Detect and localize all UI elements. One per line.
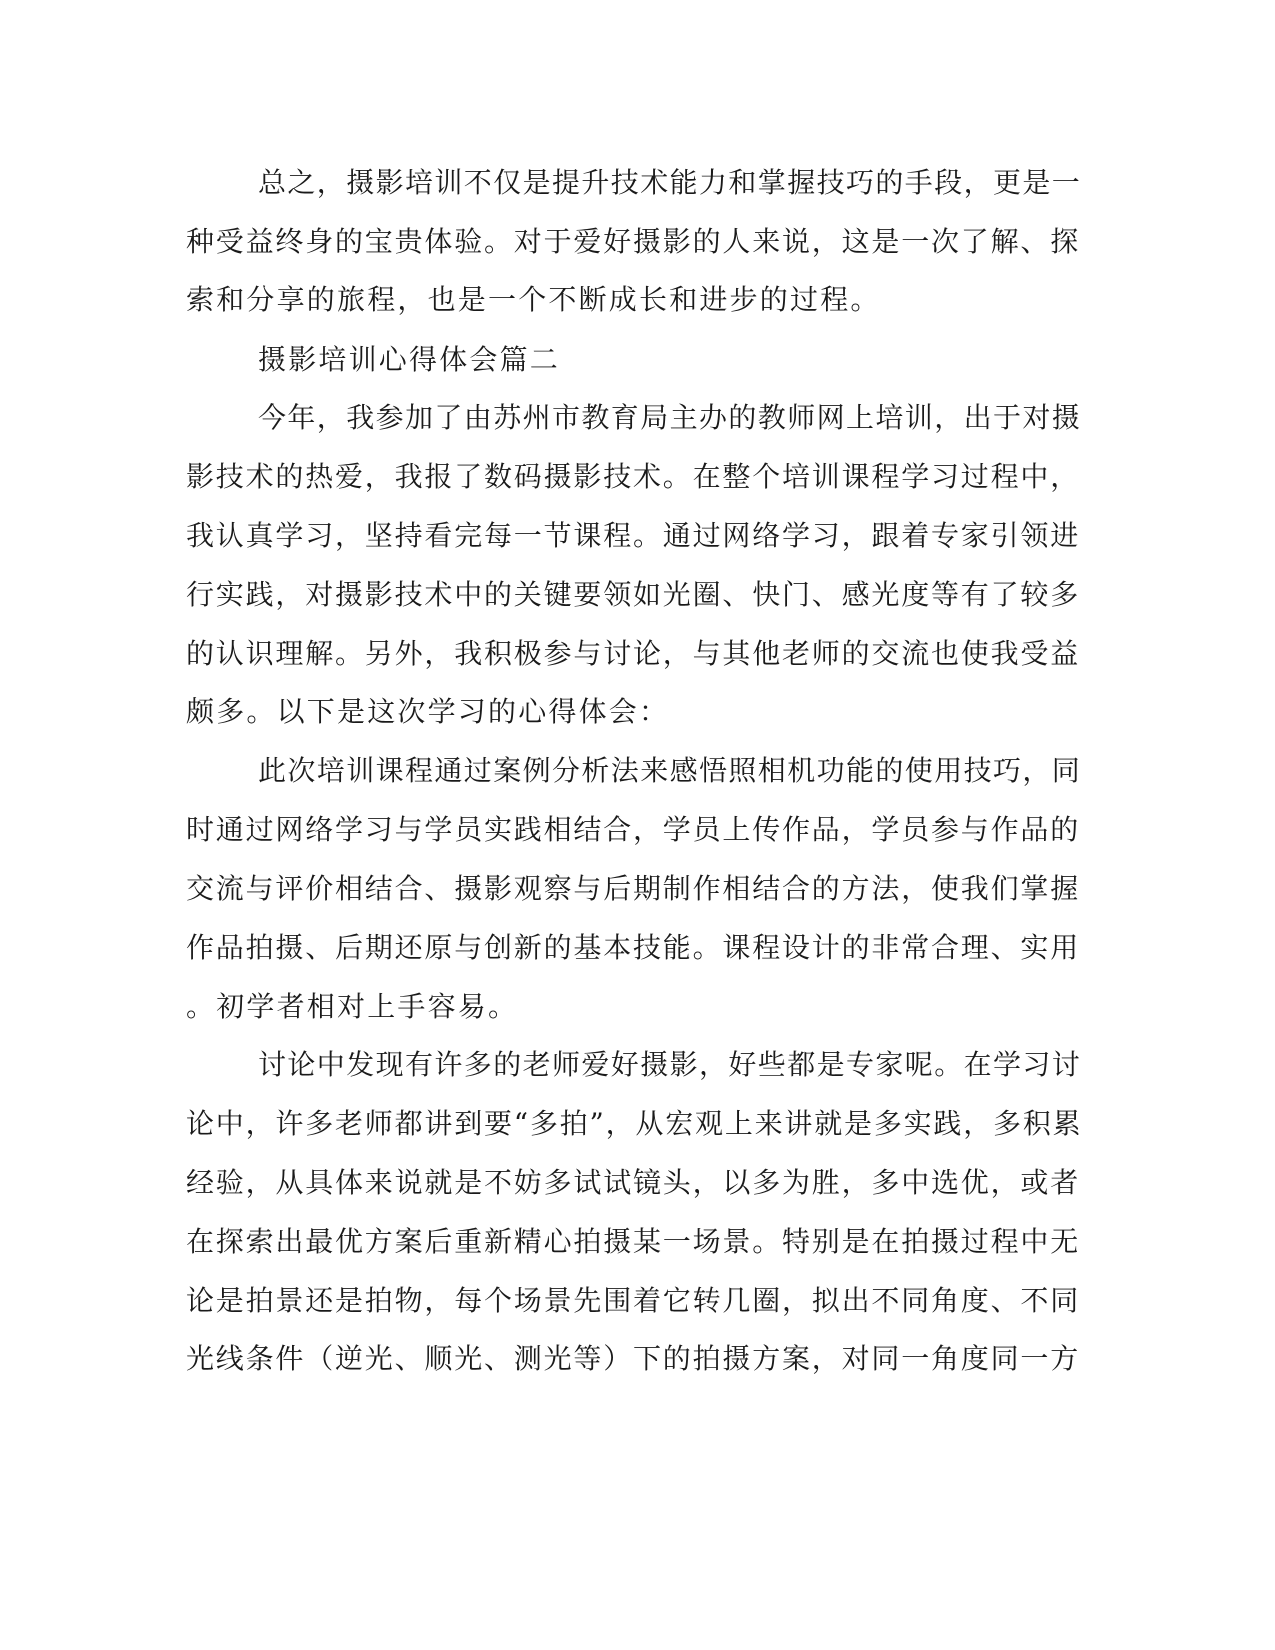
text-line: 时通过网络学习与学员实践相结合，学员上传作品，学员参与作品的 <box>186 813 1081 846</box>
text-line: 论中，许多老师都讲到要“多拍”，从宏观上来讲就是多实践，多积累 <box>186 1107 1083 1140</box>
text-line: 作品拍摄、后期还原与创新的基本技能。课程设计的非常合理、实用 <box>186 931 1081 964</box>
text-line: 总之，摄影培训不仅是提升技术能力和掌握技巧的手段，更是一 <box>258 166 1082 199</box>
text-line: 今年，我参加了由苏州市教育局主办的教师网上培训，出于对摄 <box>258 401 1082 434</box>
text-line: 交流与评价相结合、摄影观察与后期制作相结合的方法，使我们掌握 <box>186 872 1081 905</box>
text-line: 索和分享的旅程，也是一个不断成长和进步的过程。 <box>186 283 881 316</box>
section-heading: 摄影培训心得体会篇二 <box>258 343 561 376</box>
text-line: 此次培训课程通过案例分析法来感悟照相机功能的使用技巧，同 <box>258 754 1082 787</box>
text-line: 光线条件（逆光、顺光、测光等）下的拍摄方案，对同一角度同一方 <box>186 1342 1081 1375</box>
text-line: 的认识理解。另外，我积极参与讨论，与其他老师的交流也使我受益 <box>186 637 1081 670</box>
text-line: 行实践，对摄影技术中的关键要领如光圈、快门、感光度等有了较多 <box>186 578 1081 611</box>
text-line: 影技术的热爱，我报了数码摄影技术。在整个培训课程学习过程中， <box>186 460 1081 493</box>
text-line: 论是拍景还是拍物，每个场景先围着它转几圈，拟出不同角度、不同 <box>186 1284 1081 1317</box>
text-line: 。初学者相对上手容易。 <box>186 990 519 1023</box>
text-line: 经验，从具体来说就是不妨多试试镜头，以多为胜，多中选优，或者 <box>186 1166 1081 1199</box>
text-line: 种受益终身的宝贵体验。对于爱好摄影的人来说，这是一次了解、探 <box>186 225 1081 258</box>
text-line: 颇多。以下是这次学习的心得体会： <box>186 695 670 728</box>
text-line: 在探索出最优方案后重新精心拍摄某一场景。特别是在拍摄过程中无 <box>186 1225 1081 1258</box>
text-line: 讨论中发现有许多的老师爱好摄影，好些都是专家呢。在学习讨 <box>258 1048 1082 1081</box>
text-line: 我认真学习，坚持看完每一节课程。通过网络学习，跟着专家引领进 <box>186 519 1081 552</box>
